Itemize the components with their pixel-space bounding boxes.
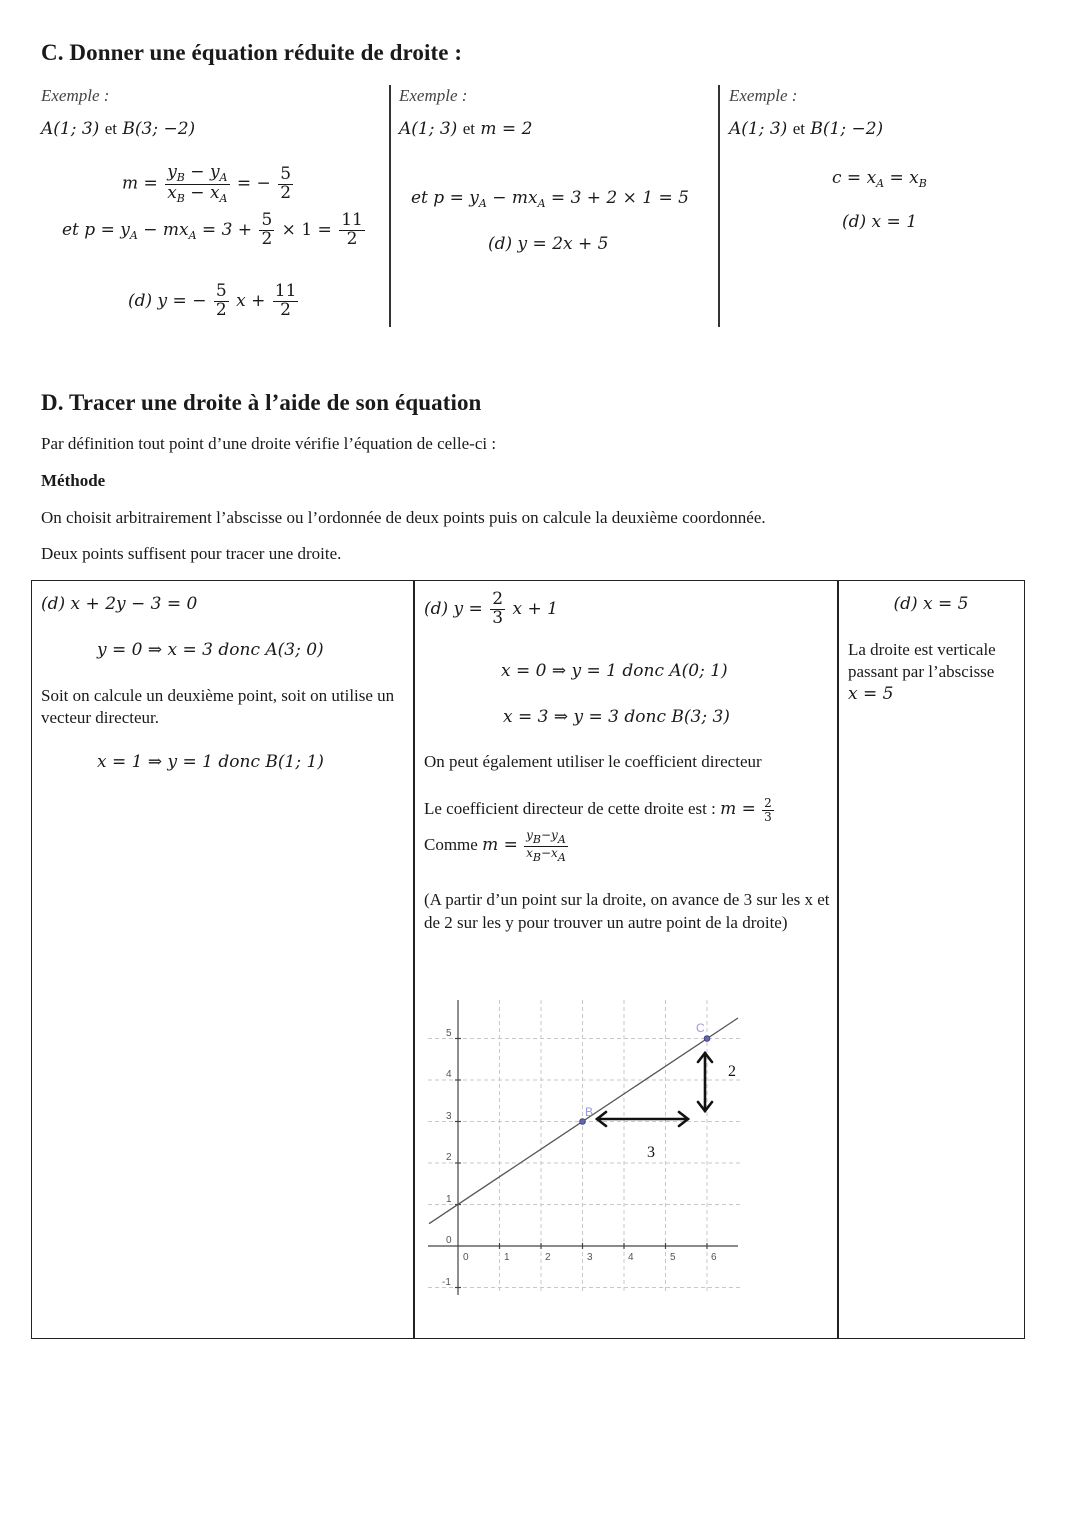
p-mid: × 1 = [281, 219, 332, 240]
point-a: A(1; 3) [41, 119, 100, 139]
p-frac-num: 5 [261, 210, 273, 230]
eq-suffix: x + 1 [512, 598, 558, 619]
table-column-divider-2 [837, 580, 839, 1339]
slope-numerator: $y_B - y_A$ [167, 162, 228, 184]
col3-explain: La droite est verticale passant par l’abscisse [848, 640, 996, 681]
coef-m: m = [720, 799, 756, 819]
slope-denominator: $x_B - x_A$ [167, 182, 228, 205]
col2-coef-line [424, 797, 776, 823]
x-tick-1: 1 [504, 1252, 510, 1263]
col2-equation [424, 591, 558, 628]
vertical-double-arrow [698, 1053, 712, 1111]
method-text: On choisit arbitrairement l’abscisse ou l’ordonnée de deux points puis on calcule la deuxième coordonnée. [41, 508, 766, 527]
y-tick-5: 5 [446, 1028, 452, 1039]
eq-frac-den: 3 [492, 607, 504, 628]
y-tick-neg1: -1 [442, 1277, 451, 1288]
example-1-result [128, 283, 300, 320]
grid-lines [428, 1000, 740, 1292]
coef-fraction [762, 797, 774, 823]
col2-explain: (A partir d’un point sur la droite, on avance de 3 sur les x et de 2 sur les y pour trouver un autre point de la droite) [424, 890, 830, 932]
example-1-slope-formula [122, 164, 295, 204]
example-3-label: Exemple : [729, 86, 798, 105]
result-frac-2-den: 2 [280, 299, 291, 320]
example-2-result: (d) y = 2x + 5 [488, 234, 609, 254]
x-tick-5: 5 [670, 1252, 676, 1263]
p-lhs: et $p = y_A - mx_A = 3$ + [62, 219, 253, 242]
example-divider-2 [718, 85, 720, 327]
coef-den: 3 [764, 809, 772, 824]
col1-point-b: x = 1 ⇒ y = 1 donc B(1; 1) [97, 752, 324, 772]
slope-given: m = 2 [480, 119, 533, 139]
col2-point-b: x = 3 ⇒ y = 3 donc B(3; 3) [503, 707, 730, 727]
horizontal-double-arrow [597, 1112, 688, 1126]
point-a: A(1; 3) [729, 119, 788, 139]
point-c-label: C [696, 1021, 705, 1035]
example-1-intercept-formula [62, 212, 367, 249]
et-word: et [104, 119, 117, 138]
result-frac-2-num: 11 [274, 281, 297, 301]
example-3-result: (d) x = 1 [842, 212, 918, 232]
example-2-given [399, 119, 532, 139]
m-lhs: m = [122, 173, 158, 194]
example-1-given [41, 119, 195, 139]
eq-frac-num: 2 [492, 589, 504, 609]
result-prefix: (d) y = − [128, 290, 207, 311]
comme-fraction [524, 829, 568, 863]
comme-num: yB−yA [526, 828, 566, 846]
table-column-divider-1 [413, 580, 415, 1339]
p-value [339, 212, 365, 249]
col1-equation: (d) x + 2y − 3 = 0 [41, 594, 198, 614]
example-divider-1 [389, 85, 391, 327]
eq-fraction [490, 591, 505, 628]
example-2-label: Exemple : [399, 86, 468, 105]
y-tick-0: 0 [446, 1235, 452, 1246]
et-word: et [792, 119, 805, 138]
comme-text: Comme [424, 834, 478, 854]
section-d-title: D. Tracer une droite à l’aide de son équation [41, 390, 482, 415]
x-tick-3: 3 [587, 1252, 593, 1263]
y-tick-1: 1 [446, 1194, 452, 1205]
method-label: Méthode [41, 471, 106, 490]
point-a: A(1; 3) [399, 119, 458, 139]
result-frac-2 [273, 283, 299, 320]
example-3-given [729, 119, 883, 139]
col1-point-a: y = 0 ⇒ x = 3 donc A(3; 0) [97, 640, 324, 660]
slope-fraction [165, 164, 229, 204]
point-b-label: B [585, 1105, 594, 1119]
coef-line-text: Le coefficient directeur de cette droite est : [424, 799, 716, 818]
p-value-num: 11 [341, 210, 363, 230]
result-frac-1-den: 2 [215, 299, 227, 320]
eq-prefix: (d) y = [424, 598, 483, 619]
col3-explain-math: x = 5 [848, 684, 894, 704]
line-graph [424, 995, 744, 1295]
y-tick-3: 3 [446, 1111, 452, 1122]
y-tick-2: 2 [446, 1152, 452, 1163]
point-b-marker [580, 1119, 586, 1125]
x-tick-0: 0 [463, 1252, 469, 1263]
example-1-label: Exemple : [41, 86, 110, 105]
col2-point-a: x = 0 ⇒ y = 1 donc A(0; 1) [501, 661, 728, 681]
col1-explain: Soit on calcule un deuxième point, soit on utilise un vecteur directeur. [41, 686, 395, 727]
col2-coef-intro: On peut également utiliser le coefficient directeur [424, 752, 762, 771]
comme-den: xB−xA [526, 845, 566, 864]
result-frac-1-num: 5 [215, 281, 227, 301]
point-c-marker [704, 1036, 710, 1042]
m-eq: = − [236, 173, 271, 194]
col2-comme-line [424, 829, 570, 863]
comme-m: m = [482, 834, 518, 855]
two-points-text: Deux points suffisent pour tracer une droite. [41, 544, 342, 563]
slope-value-num: 5 [280, 163, 292, 184]
x-tick-6: 6 [711, 1252, 717, 1263]
point-b: B(3; −2) [122, 119, 196, 139]
slope-value-den: 2 [280, 182, 292, 203]
horizontal-arrow-label: 3 [647, 1144, 655, 1161]
result-mid: x + [236, 290, 266, 311]
x-tick-4: 4 [628, 1252, 634, 1263]
slope-value [278, 163, 293, 203]
point-b: B(1; −2) [810, 119, 884, 139]
p-value-den: 2 [346, 228, 358, 249]
col3-equation: (d) x = 5 [893, 594, 969, 614]
example-2-intercept-formula: et $p = y_A - mx_A = 3 + 2 \times 1 = 5$ [411, 188, 689, 210]
et-word: et [462, 119, 475, 138]
p-frac-den: 2 [261, 228, 273, 249]
p-fraction [259, 212, 274, 249]
coef-num: 2 [764, 796, 772, 810]
example-3-c-formula: $c = x_A = x_B$ [832, 168, 927, 190]
section-c-title: C. Donner une équation réduite de droite : [41, 40, 463, 65]
x-tick-2: 2 [545, 1252, 551, 1263]
y-tick-4: 4 [446, 1069, 452, 1080]
section-d-intro: Par définition tout point d’une droite vérifie l’équation de celle-ci : [41, 434, 497, 453]
vertical-arrow-label: 2 [728, 1063, 736, 1080]
result-frac-1 [214, 283, 229, 320]
